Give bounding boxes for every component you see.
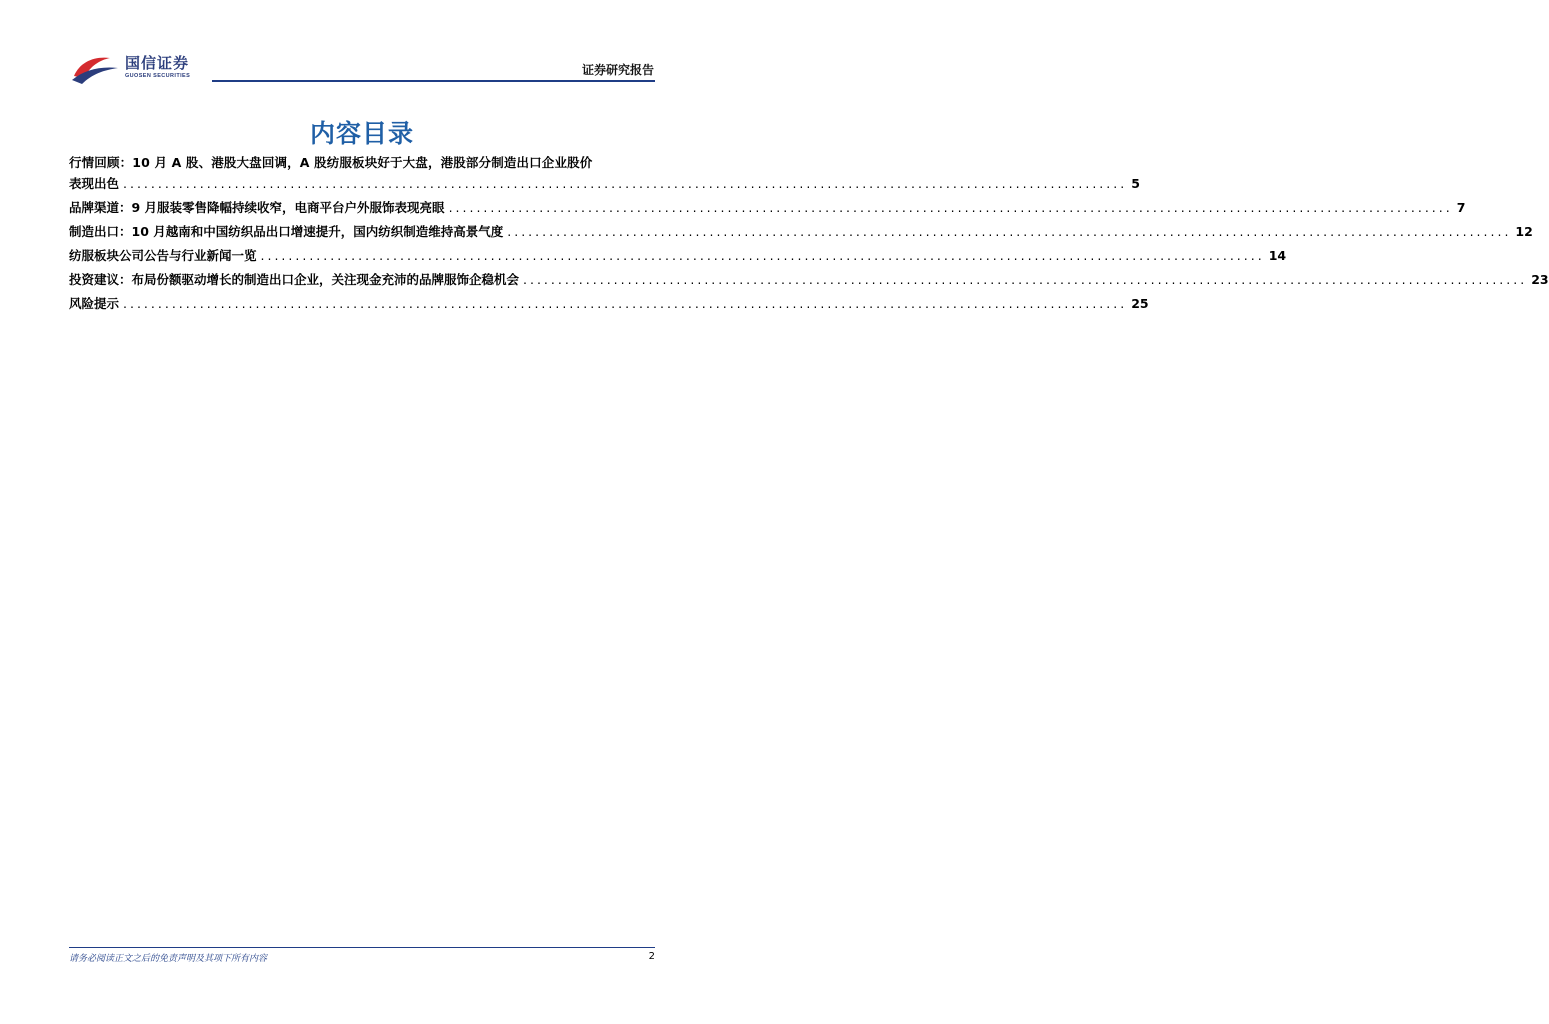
toc-page-number: 23 <box>1531 272 1549 287</box>
toc-title: 内容目录 <box>309 119 414 148</box>
toc-entry-risk-warning[interactable] <box>69 293 1149 314</box>
toc-page-number: 5 <box>1131 176 1140 191</box>
logo-english-name: GUOSEN SECURITIES <box>125 73 191 79</box>
toc-entry-investment-advice[interactable] <box>69 269 1549 290</box>
toc-entry-text: 投资建议：布局份额驱动增长的制造出口企业，关注现金充沛的品牌服饰企稳机会 <box>69 272 520 287</box>
toc-leader-dots: ................................................................................................................................................ <box>523 272 1528 287</box>
toc-entry-text: 纺服板块公司公告与行业新闻一览 <box>69 248 257 263</box>
toc-entry-text: 行情回顾：10 月 A 股、港股大盘回调，A 股纺服板块好于大盘，港股部分制造出口企业股价 <box>69 155 593 170</box>
logo-chinese-name: 国信证券 <box>125 54 190 72</box>
toc-leader-dots: ................................................................................................................................................ <box>123 176 1128 191</box>
footer-disclaimer: 请务必阅读正文之后的免责声明及其项下所有内容 <box>69 954 268 964</box>
toc-entry-announcements-news[interactable] <box>69 245 1287 266</box>
footer-page-number: 2 <box>648 951 655 962</box>
toc-page-number: 25 <box>1131 296 1149 311</box>
toc-leader-dots: ................................................................................................................................................ <box>507 224 1512 239</box>
toc-entry-brand-channel[interactable] <box>69 197 1466 218</box>
toc-leader-dots: ................................................................................................................................................ <box>123 296 1128 311</box>
toc-page-number: 14 <box>1268 248 1287 263</box>
report-type-label: 证券研究报告 <box>581 63 654 77</box>
toc-entry-text: 表现出色 <box>69 176 120 191</box>
page-header <box>0 0 724 90</box>
guosen-logo-icon <box>70 52 120 84</box>
toc-entry-text: 风险提示 <box>69 296 120 311</box>
toc-entry-text: 制造出口：10 月越南和中国纺织品出口增速提升，国内纺织制造维持高景气度 <box>69 224 504 239</box>
header-divider <box>212 80 655 82</box>
toc-leader-dots: ................................................................................................................................................ <box>260 248 1265 263</box>
table-of-contents <box>69 152 1549 317</box>
toc-entry-manufacturing-export[interactable] <box>69 221 1533 242</box>
guosen-logo <box>70 50 210 86</box>
toc-leader-dots: ................................................................................................................................................ <box>448 200 1453 215</box>
toc-page-number: 12 <box>1515 224 1533 239</box>
toc-entry-text: 品牌渠道：9 月服装零售降幅持续收窄，电商平台户外服饰表现亮眼 <box>69 200 445 215</box>
toc-page-number: 7 <box>1456 200 1466 215</box>
footer-divider <box>69 947 655 948</box>
toc-entry-market-review[interactable] <box>69 152 1140 194</box>
